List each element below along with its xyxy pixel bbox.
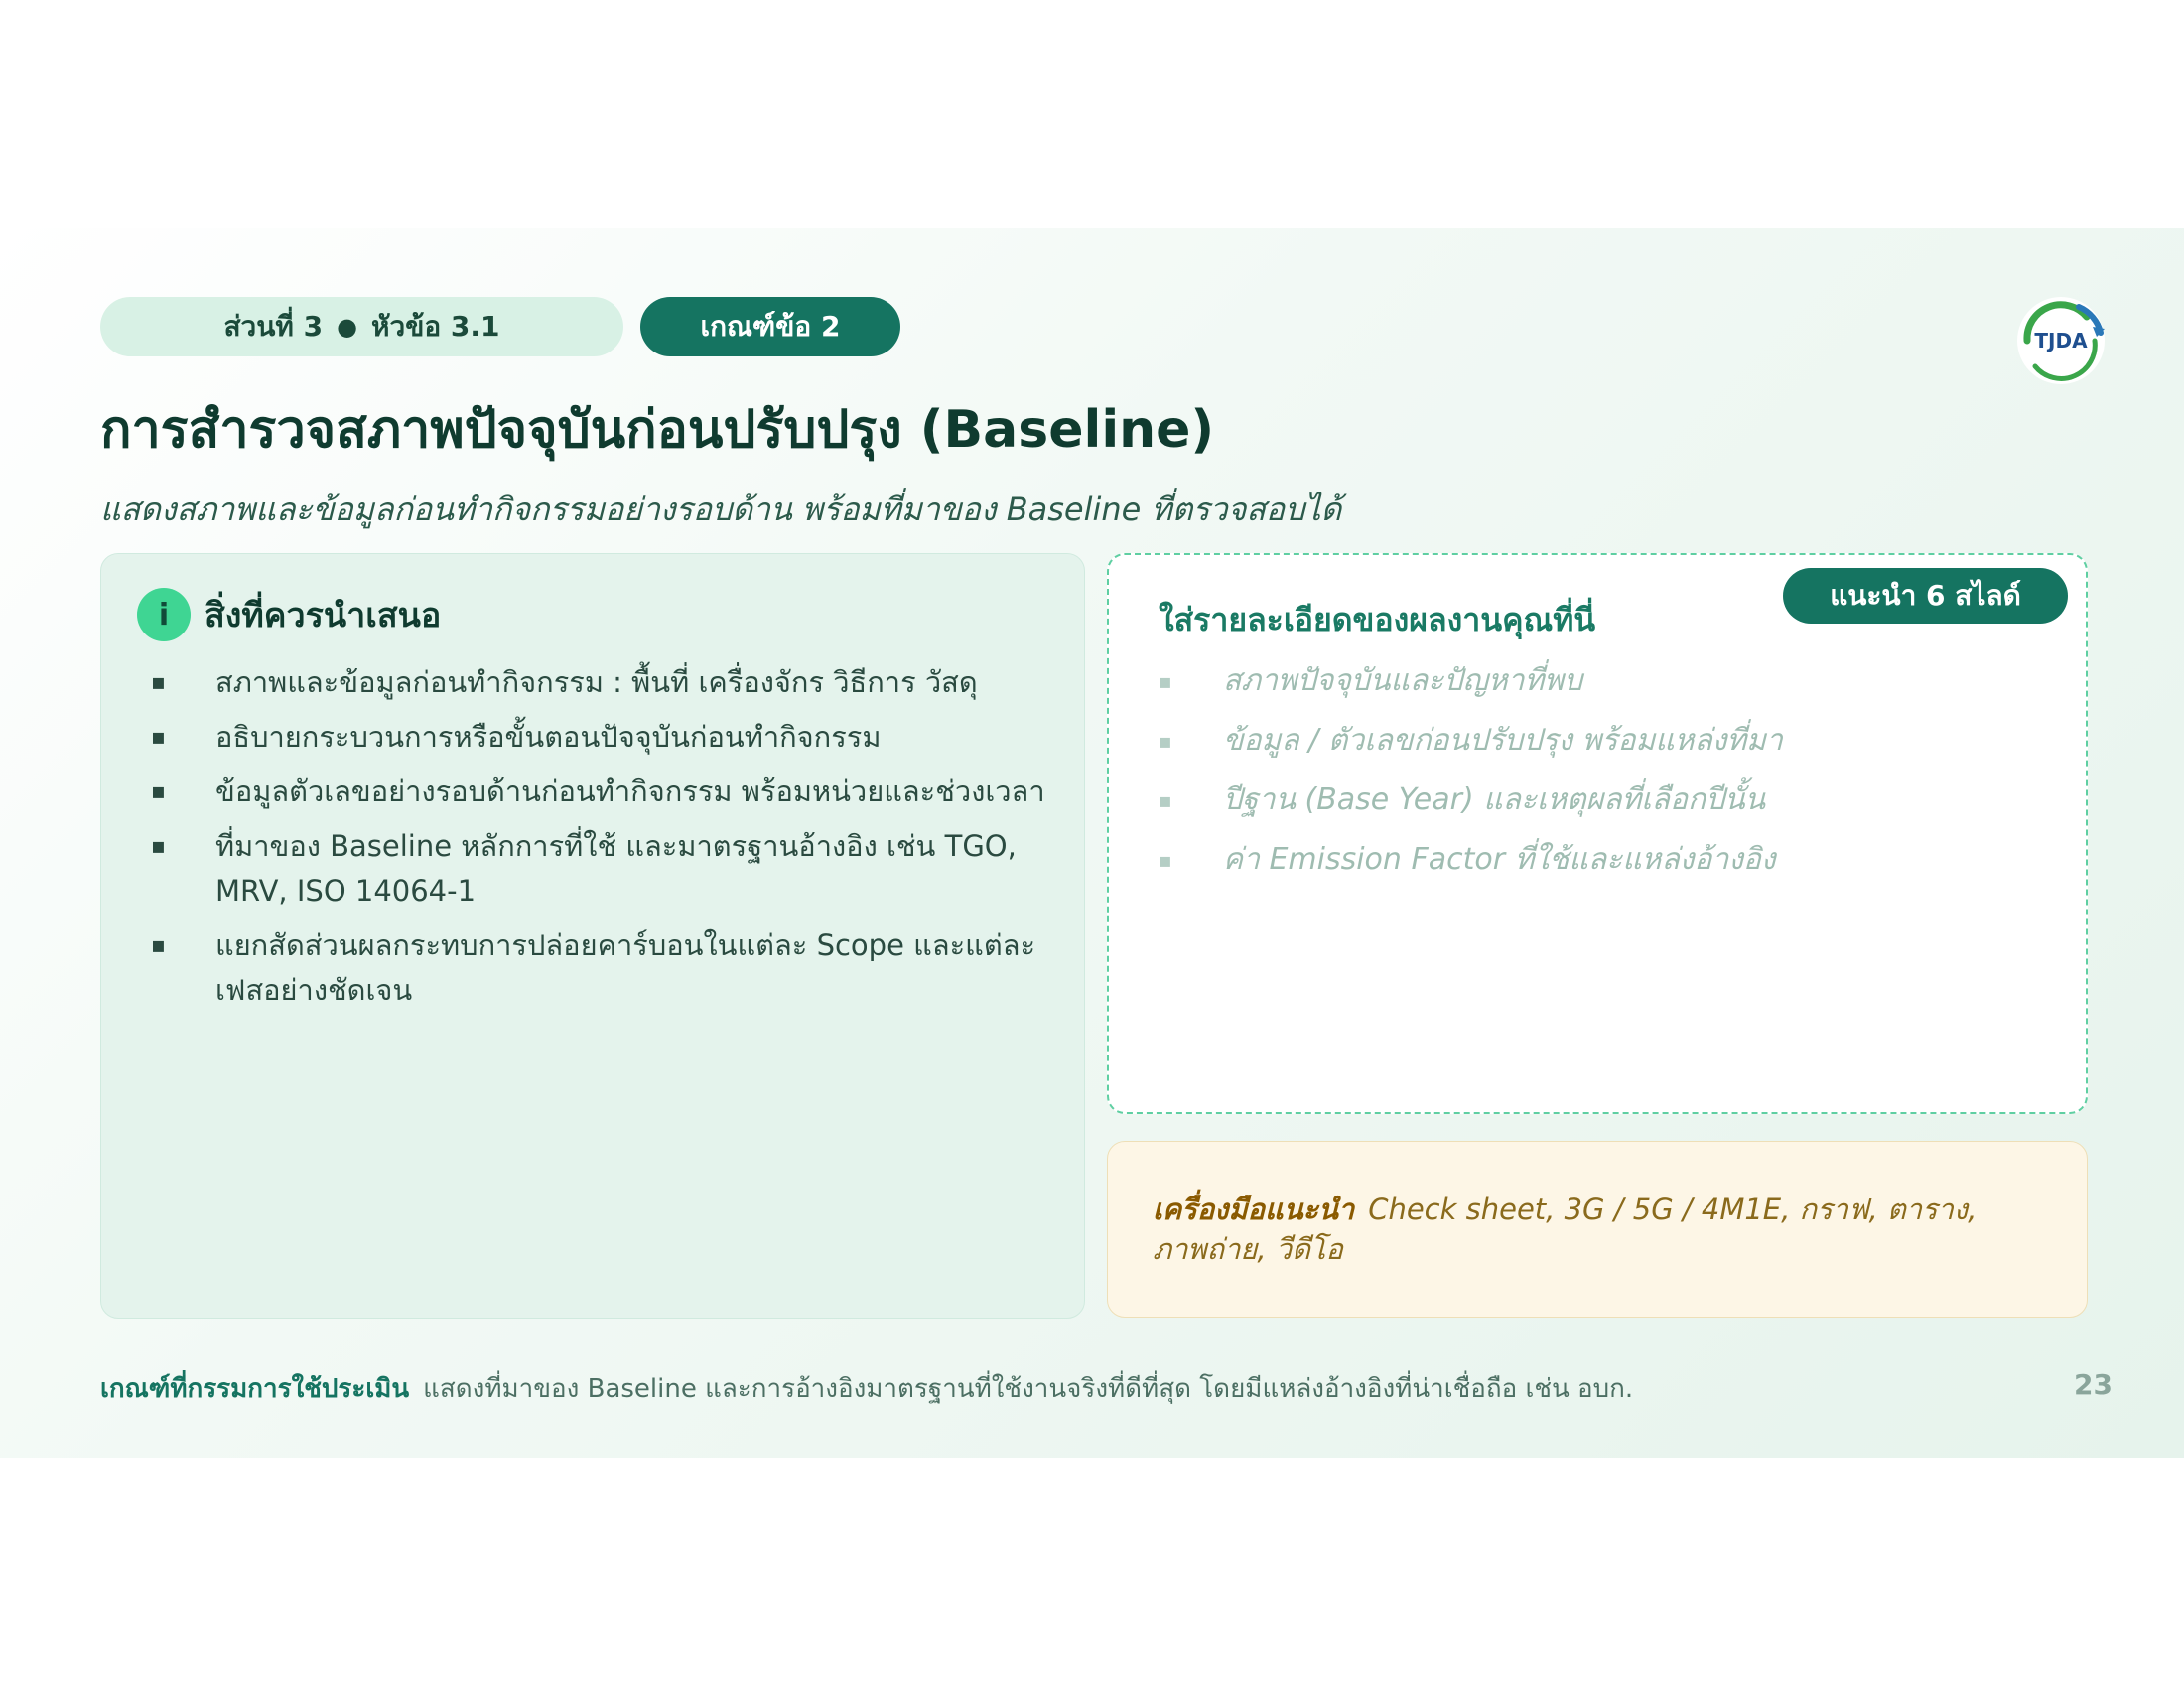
criteria-pill [640, 297, 900, 356]
bullet-icon: ▪ [1159, 848, 1172, 872]
slide [0, 228, 2184, 1458]
recommended-tools-card [1107, 1141, 2088, 1318]
placeholder-title[interactable]: ใส่รายละเอียดของผลงานคุณที่นี่ [1159, 601, 1596, 638]
list-item: ▪ แยกสัดส่วนผลกระทบการปล่อยคาร์บอนในแต่ละ Scope และแต่ละเฟสอย่างชัดเจน [151, 923, 1064, 1013]
guide-list [151, 660, 1064, 1023]
page-subtitle: แสดงสภาพและข้อมูลก่อนทำกิจกรรมอย่างรอบด้าน พร้อมที่มาของ Baseline ที่ตรวจสอบได้ [100, 491, 1342, 528]
tools-label: เครื่องมือแนะนำ [1153, 1193, 1355, 1226]
bullet-icon: ▪ [1159, 669, 1172, 693]
section-label: ส่วนที่ 3 [223, 310, 324, 343]
bullet-icon: ▪ [151, 933, 166, 958]
bullet-icon: ▪ [151, 834, 166, 859]
logo-text: TJDA [2034, 329, 2088, 352]
hint-item: ▪ ข้อมูล / ตัวเลขก่อนปรับปรุง พร้อมแหล่งที่มา [1159, 711, 2052, 771]
bullet-icon: ▪ [151, 725, 166, 750]
separator-dot: ● [337, 313, 358, 341]
recommend-badge-label: แนะนำ 6 สไลด์ [1830, 579, 2021, 612]
tools-text [1153, 1190, 2046, 1269]
list-item: ▪ ที่มาของ Baseline หลักการที่ใช้ และมาตรฐานอ้างอิง เช่น TGO, MRV, ISO 14064-1 [151, 824, 1064, 914]
content-placeholder-card[interactable] [1107, 553, 2088, 1114]
recommend-slides-badge [1783, 568, 2068, 624]
bullet-icon: ▪ [151, 779, 166, 804]
bullet-icon: ▪ [1159, 788, 1172, 812]
list-item: ▪ ข้อมูลตัวเลขอย่างรอบด้านก่อนทำกิจกรรม พร้อมหน่วยและช่วงเวลา [151, 770, 1064, 814]
info-icon: i [137, 588, 191, 641]
presentation-guide-card [100, 553, 1085, 1319]
evaluation-footer [100, 1368, 1633, 1409]
hint-item: ▪ ปีฐาน (Base Year) และเหตุผลที่เลือกปีนั้น [1159, 771, 2052, 830]
page-title: การสำรวจสภาพปัจจุบันก่อนปรับปรุง (Baseline) [100, 400, 1215, 460]
placeholder-hints [1159, 651, 2052, 890]
hint-item: ▪ ค่า Emission Factor ที่ใช้และแหล่งอ้างอิง [1159, 830, 2052, 890]
footer-label: เกณฑ์ที่กรรมการใช้ประเมิน [100, 1374, 410, 1404]
bullet-icon: ▪ [151, 670, 166, 695]
topic-label: หัวข้อ 3.1 [371, 310, 500, 343]
footer-text: แสดงที่มาของ Baseline และการอ้างอิงมาตรฐานที่ใช้งานจริงที่ดีที่สุด โดยมีแหล่งอ้างอิงที่น่าเชื่อถือ เช่น อบก. [423, 1374, 1634, 1404]
guide-card-title: สิ่งที่ควรนำเสนอ [205, 596, 442, 635]
list-item: ▪ อธิบายกระบวนการหรือขั้นตอนปัจจุบันก่อนทำกิจกรรม [151, 715, 1064, 760]
hint-item: ▪ สภาพปัจจุบันและปัญหาที่พบ [1159, 651, 2052, 711]
criteria-label: เกณฑ์ข้อ 2 [700, 310, 841, 343]
page-number: 23 [2074, 1368, 2113, 1401]
tjda-logo [2013, 293, 2109, 388]
bullet-icon: ▪ [1159, 729, 1172, 753]
section-topic-pill [100, 297, 623, 356]
list-item: ▪ สภาพและข้อมูลก่อนทำกิจกรรม : พื้นที่ เครื่องจักร วิธีการ วัสดุ [151, 660, 1064, 705]
tools-list: Check sheet, 3G / 5G / 4M1E, กราฟ, ตาราง, ภาพถ่าย, วีดีโอ [1153, 1193, 1978, 1266]
guide-card-header [137, 588, 441, 641]
